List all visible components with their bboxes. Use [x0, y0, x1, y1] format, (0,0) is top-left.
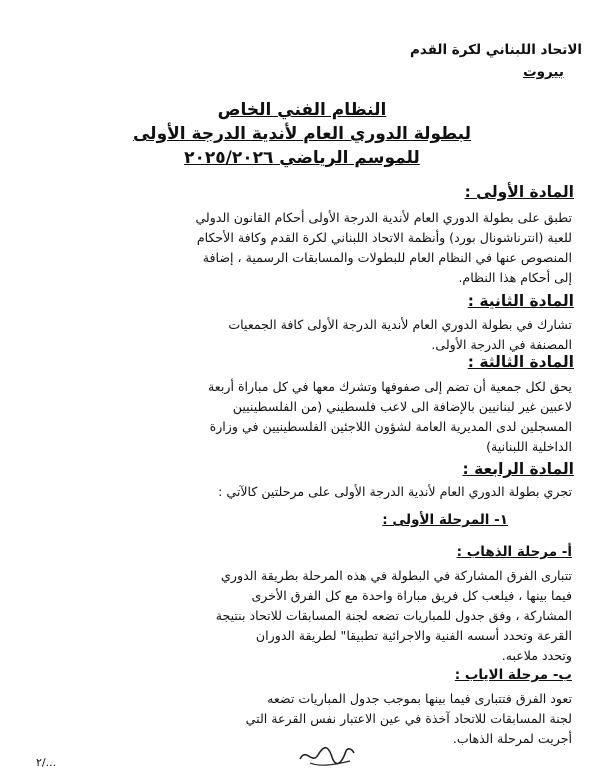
- second-leg-line: لجنة المسابقات للاتحاد آخذة في عين الاعتبار نفس القرعة التي: [245, 711, 572, 726]
- first-leg-line: المشاركة ، وفق جدول للمباريات تضعه لجنة المسابقات للاتحاد بنتيجة: [215, 608, 572, 623]
- first-leg-line: فيما بينها ، فيلعب كل فريق مباراة واحدة مع كل الفرق الأخرى: [251, 588, 572, 603]
- article-4-heading: المادة الرابعة :: [462, 460, 574, 478]
- first-leg-heading: أ- مرحلة الذهاب :: [456, 544, 572, 560]
- article-3-line: المسجلين لدى المديرية العامة لشؤون اللاجئين الفلسطينيين في وزارة: [209, 419, 572, 434]
- city-name: بيروت: [523, 64, 564, 80]
- phase-1-heading-text: ١- المرحلة الأولى :: [382, 512, 508, 528]
- article-2-line: المصنفة في الدرجة الأولى.: [431, 337, 572, 352]
- article-4-line: تجري بطولة الدوري العام لأندية الدرجة الأولى على مرحلتين كالآتي :: [218, 484, 572, 499]
- article-1-line: المنصوص عنها في النظام العام للبطولات والمسابقات الرسمية ، إضافة: [202, 250, 572, 265]
- title-line-2: لبطولة الدوري العام لأندية الدرجة الأولى: [132, 124, 471, 144]
- article-1-line: تطبق على بطولة الدوري العام لأندية الدرجة الأولى أحكام القانون الدولي: [195, 210, 572, 225]
- article-3-line: لاعبين غير لبنانيين بالإضافة الى لاعب فلسطيني (من الفلسطينيين: [232, 399, 572, 414]
- first-leg-line: القرعة وتحدد أسسه الفنية والاجرائية تطبيقا" لطريقة الدوران: [255, 628, 572, 643]
- second-leg-line: تعود الفرق فتتبارى فيما بينها بموجب جدول المباريات تضعه: [267, 691, 572, 706]
- article-1-heading: المادة الأولى :: [464, 183, 574, 201]
- article-2-heading: المادة الثانية :: [467, 292, 574, 310]
- article-1-line: إلى أحكام هذا النظام.: [458, 270, 572, 285]
- organization-name: الاتحاد اللبناني لكرة القدم: [410, 42, 582, 58]
- title-line-3: للموسم الرياضي ٢٠٢٥/٢٠٢٦: [184, 148, 420, 168]
- first-leg-line: وتحدد ملاعبه.: [501, 648, 572, 663]
- second-leg-line: أجريت لمرحلة الذهاب.: [452, 731, 572, 746]
- article-1-line: للعبة (انترناشونال بورد) وأنظمة الاتحاد اللبناني لكرة القدم وكافة الأحكام: [196, 230, 572, 245]
- phase-1-heading: [382, 512, 508, 528]
- page-marker: ٢/...: [36, 756, 57, 769]
- signature: [296, 739, 358, 769]
- article-3-line: الداخلية اللبنانية): [486, 439, 572, 454]
- title-line-1: النظام الفني الخاص: [217, 100, 387, 120]
- first-leg-line: تتبارى الفرق المشاركة في البطولة في هذه المرحلة بطريقة الدوري: [221, 568, 572, 583]
- article-3-line: يحق لكل جمعية أن تضم إلى صفوفها وتشرك معها في كل مباراة أربعة: [208, 379, 572, 394]
- second-leg-heading: ب- مرحلة الاياب :: [454, 667, 572, 683]
- article-2-line: تشارك في بطولة الدوري العام لأندية الدرجة الأولى كافة الجمعيات: [228, 317, 572, 332]
- article-3-heading: المادة الثالثة :: [467, 353, 574, 371]
